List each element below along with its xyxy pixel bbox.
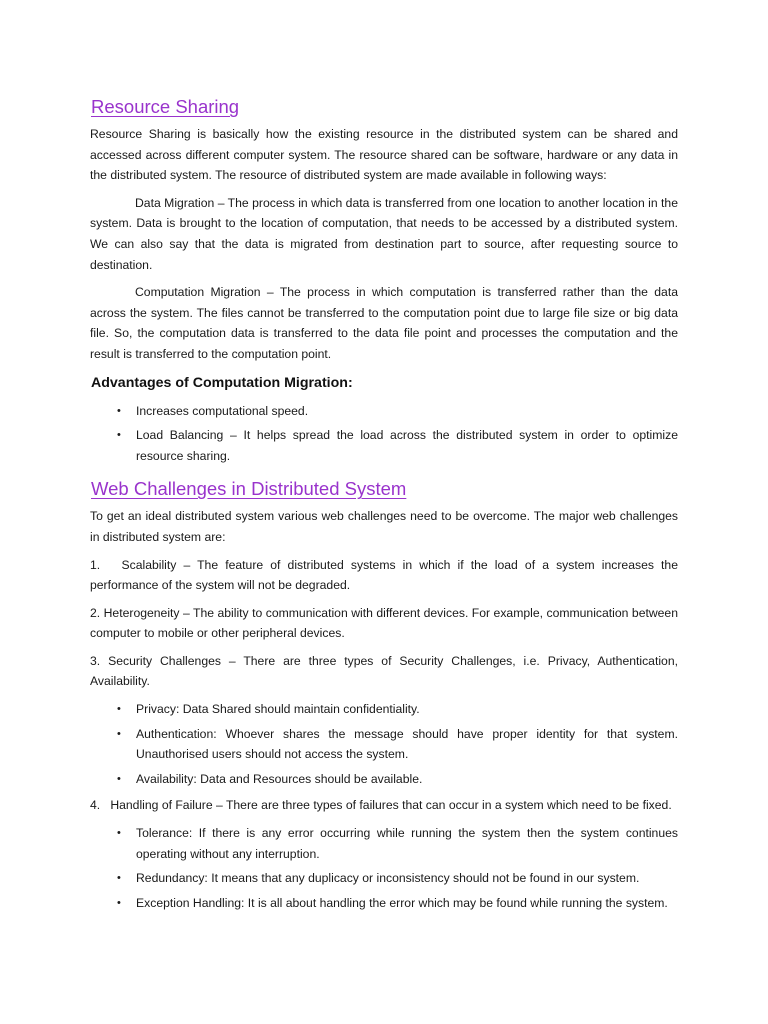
computation-migration-paragraph: Computation Migration – The process in which computation is transferred rather than the data across the system. The files cannot be transferred to the computation point due to large file size or big data file. So, the computation data is transferred to the data file point and processes the computation and the result is transferred to the computation point. <box>90 285 678 361</box>
bullet-icon: • <box>117 404 121 417</box>
bullet-icon: • <box>117 703 121 716</box>
bullet-icon: • <box>117 772 121 785</box>
section-title-web-challenges: Web Challenges in Distributed System <box>91 478 407 500</box>
advantages-heading: Advantages of Computation Migration: <box>91 374 353 391</box>
advantages-list <box>90 401 678 467</box>
list-item <box>90 823 678 864</box>
list-item <box>90 425 678 466</box>
list-item <box>90 724 678 765</box>
list-item-text: Tolerance: If there is any error occurring while running the system then the system continues operating without any interruption. <box>136 826 678 861</box>
security-paragraph: 3. Security Challenges – There are three types of Security Challenges, i.e. Privacy, Authentication, Availability. <box>90 653 678 689</box>
list-item-text: Redundancy: It means that any duplicacy or inconsistency should not be found in our system. <box>136 871 640 886</box>
list-item-text: Exception Handling: It is all about handling the error which may be found while running the system. <box>136 895 668 910</box>
security-list <box>90 699 678 789</box>
list-item-text: Authentication: Whoever shares the message should have proper identity for that system. Unauthorised users should not access the system. <box>136 726 678 762</box>
bullet-icon: • <box>117 896 121 909</box>
web-challenges-intro: To get an ideal distributed system various web challenges need to be overcome. The major web challenges in distributed system are: <box>90 509 678 544</box>
list-item-text: Increases computational speed. <box>136 403 309 418</box>
list-item-text: Availability: Data and Resources should be available. <box>136 771 423 786</box>
list-item <box>90 401 678 422</box>
scalability-paragraph: 1. Scalability – The feature of distributed systems in which if the load of a system increases the performance of the system will not be degraded. <box>90 557 682 593</box>
bullet-icon: • <box>117 727 121 740</box>
web-challenges-section <box>90 476 682 913</box>
data-migration-paragraph: Data Migration – The process in which data is transferred from one location to another location in the system. Data is brought to the location of computation, that needs to be accessed by a distributed system. We can also say that the data is migrated from destination part to source, after requesting source to destination. <box>90 195 678 272</box>
list-item-text: Privacy: Data Shared should maintain confidentiality. <box>136 702 420 717</box>
list-item <box>90 868 678 889</box>
bullet-icon: • <box>117 429 121 442</box>
list-item <box>90 769 678 790</box>
resource-sharing-intro: Resource Sharing is basically how the existing resource in the distributed system can be shared and accessed across different computer system. The resource shared can be software, hardware or any data in the distributed system. The resource of distributed system are made available in following ways: <box>90 127 678 183</box>
list-item <box>90 699 678 720</box>
heterogeneity-paragraph: 2. Heterogeneity – The ability to communication with different devices. For example, communication between computer to mobile or other peripheral devices. <box>90 605 678 641</box>
list-item <box>90 893 678 914</box>
bullet-icon: • <box>117 872 121 885</box>
bullet-icon: • <box>117 827 121 840</box>
failure-paragraph: 4. Handling of Failure – There are three types of failures that can occur in a system which need to be fixed. <box>90 798 672 813</box>
section-title-resource-sharing: Resource Sharing <box>91 96 240 117</box>
list-item-text: Load Balancing – It helps spread the load across the distributed system in order to optimize resource sharing. <box>136 428 678 463</box>
failure-list <box>90 823 678 913</box>
